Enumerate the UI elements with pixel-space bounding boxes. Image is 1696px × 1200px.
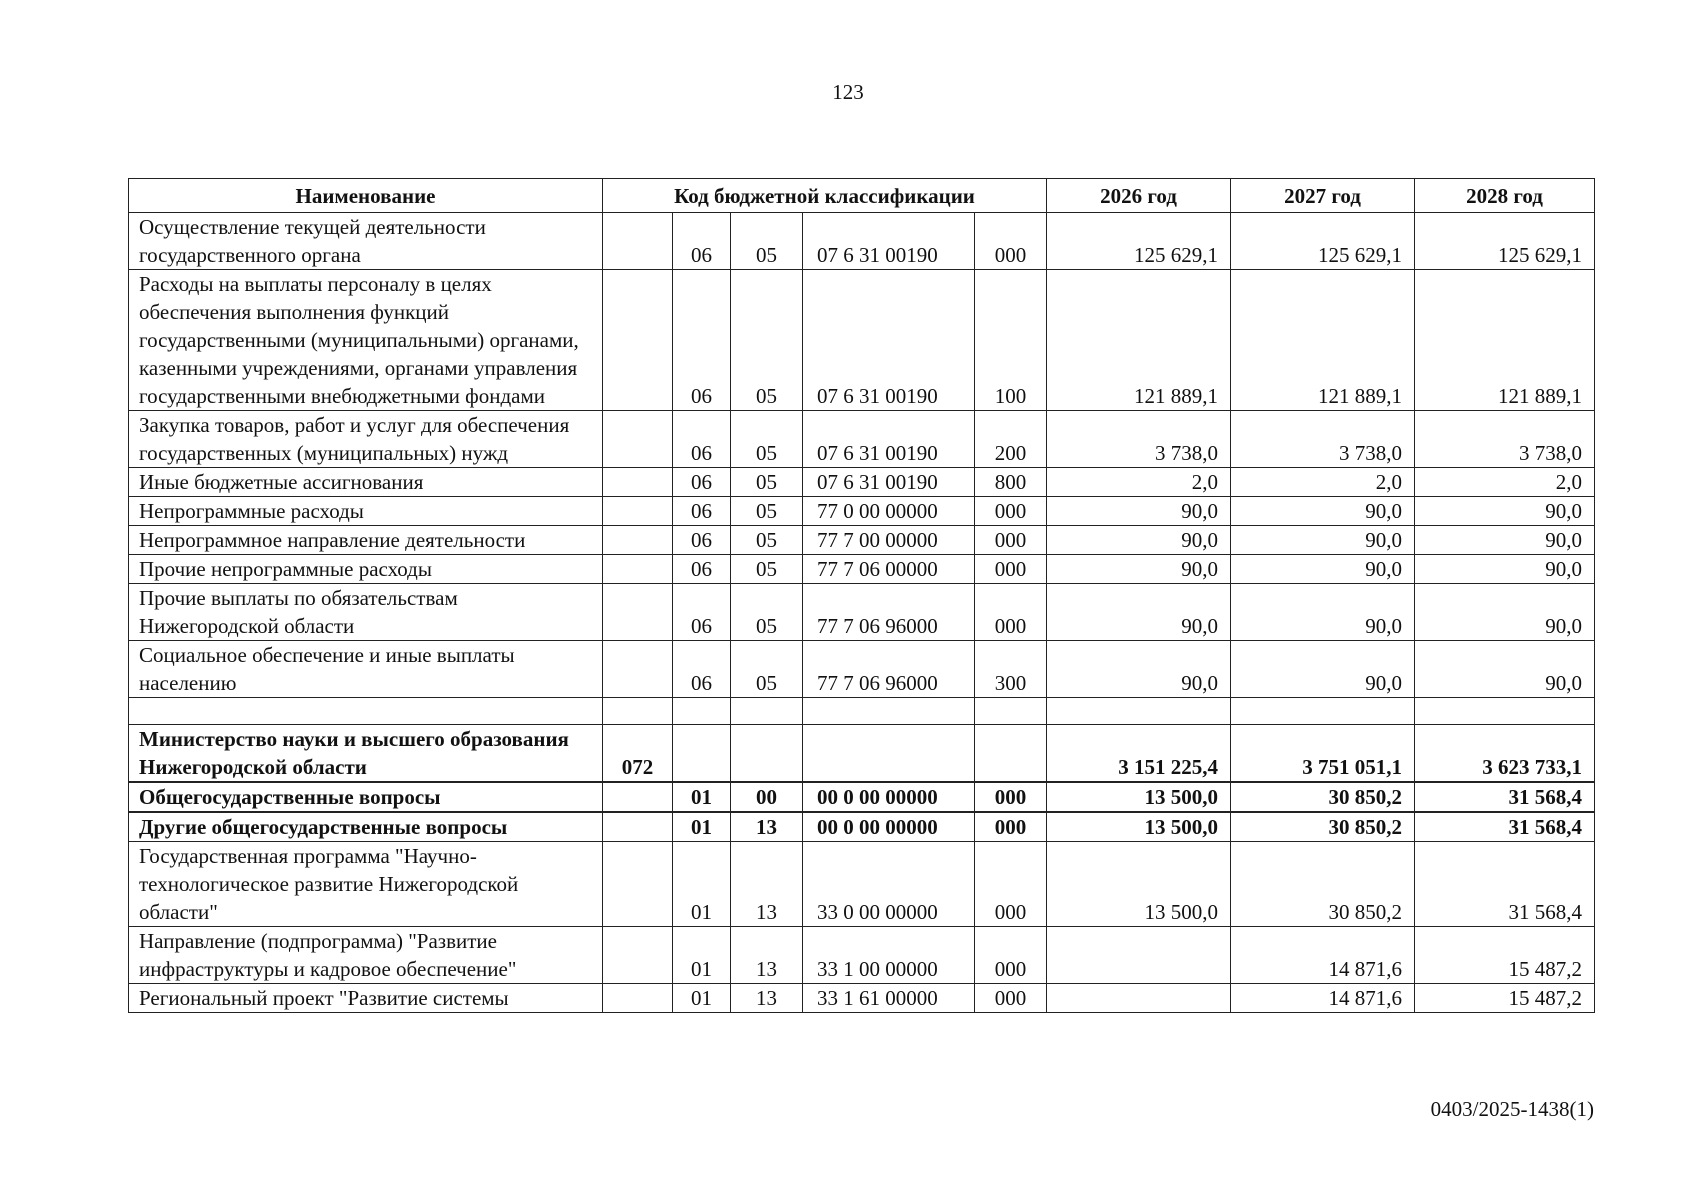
cell-section: 06	[673, 584, 731, 641]
cell-value-2027: 30 850,2	[1231, 782, 1415, 812]
cell-value-2027	[1231, 698, 1415, 725]
cell-ved	[603, 698, 673, 725]
cell-value-2027: 3 738,0	[1231, 411, 1415, 468]
cell-value-2028: 31 568,4	[1415, 842, 1595, 927]
header-code: Код бюджетной классификации	[603, 179, 1047, 213]
cell-subsection	[731, 725, 803, 783]
header-name: Наименование	[129, 179, 603, 213]
cell-ved	[603, 812, 673, 842]
cell-subsection: 05	[731, 213, 803, 270]
table-row	[129, 927, 1595, 984]
cell-value-2026: 13 500,0	[1047, 842, 1231, 927]
cell-subsection	[731, 698, 803, 725]
cell-value-2027: 125 629,1	[1231, 213, 1415, 270]
cell-section: 06	[673, 213, 731, 270]
cell-ved	[603, 927, 673, 984]
cell-target-article: 77 7 06 96000	[803, 641, 975, 698]
cell-section: 01	[673, 812, 731, 842]
cell-value-2027: 121 889,1	[1231, 270, 1415, 411]
document-code: 0403/2025-1438(1)	[1430, 1097, 1594, 1121]
cell-value-2028: 3 623 733,1	[1415, 725, 1595, 783]
table-row	[129, 555, 1595, 584]
table-row	[129, 213, 1595, 270]
table-row	[129, 641, 1595, 698]
cell-subsection: 05	[731, 584, 803, 641]
cell-value-2026: 13 500,0	[1047, 782, 1231, 812]
cell-subsection: 05	[731, 555, 803, 584]
cell-name: Направление (подпрограмма) "Развитие инфраструктуры и кадровое обеспечение"	[129, 927, 603, 984]
cell-value-2028	[1415, 698, 1595, 725]
cell-name: Непрограммные расходы	[129, 497, 603, 526]
cell-value-2026	[1047, 698, 1231, 725]
cell-section: 06	[673, 526, 731, 555]
cell-value-2028: 90,0	[1415, 641, 1595, 698]
cell-value-2027: 90,0	[1231, 584, 1415, 641]
cell-ved: 072	[603, 725, 673, 783]
table-row	[129, 984, 1595, 1013]
cell-value-2028: 15 487,2	[1415, 984, 1595, 1013]
cell-section: 06	[673, 497, 731, 526]
cell-section: 01	[673, 842, 731, 927]
cell-name: Расходы на выплаты персоналу в целях обеспечения выполнения функций государственными (муниципальными) органами, казенными учреждениями, органами управления государственными внебюджетными фондами	[129, 270, 603, 411]
cell-name: Непрограммное направление деятельности	[129, 526, 603, 555]
cell-section: 06	[673, 641, 731, 698]
cell-expense-type: 000	[975, 782, 1047, 812]
cell-expense-type	[975, 698, 1047, 725]
cell-expense-type: 000	[975, 927, 1047, 984]
cell-value-2027: 30 850,2	[1231, 812, 1415, 842]
cell-name: Прочие выплаты по обязательствам Нижегородской области	[129, 584, 603, 641]
cell-target-article: 77 7 06 96000	[803, 584, 975, 641]
cell-value-2026: 3 738,0	[1047, 411, 1231, 468]
table-row	[129, 725, 1595, 783]
table-row	[129, 584, 1595, 641]
cell-expense-type: 000	[975, 555, 1047, 584]
header-2027: 2027 год	[1231, 179, 1415, 213]
cell-target-article: 33 0 00 00000	[803, 842, 975, 927]
cell-target-article: 77 0 00 00000	[803, 497, 975, 526]
cell-value-2028: 121 889,1	[1415, 270, 1595, 411]
cell-expense-type: 100	[975, 270, 1047, 411]
spacer-row	[129, 698, 1595, 725]
table-row	[129, 812, 1595, 842]
cell-value-2026: 90,0	[1047, 526, 1231, 555]
cell-target-article: 00 0 00 00000	[803, 782, 975, 812]
cell-value-2026: 90,0	[1047, 497, 1231, 526]
cell-subsection: 05	[731, 270, 803, 411]
cell-target-article: 77 7 00 00000	[803, 526, 975, 555]
cell-value-2027: 90,0	[1231, 555, 1415, 584]
cell-value-2028: 90,0	[1415, 497, 1595, 526]
table-row	[129, 782, 1595, 812]
cell-value-2026: 3 151 225,4	[1047, 725, 1231, 783]
cell-ved	[603, 555, 673, 584]
cell-expense-type: 000	[975, 812, 1047, 842]
cell-target-article: 07 6 31 00190	[803, 270, 975, 411]
cell-ved	[603, 411, 673, 468]
cell-ved	[603, 782, 673, 812]
cell-target-article	[803, 725, 975, 783]
cell-value-2028: 3 738,0	[1415, 411, 1595, 468]
header-2028: 2028 год	[1415, 179, 1595, 213]
cell-name: Социальное обеспечение и иные выплаты населению	[129, 641, 603, 698]
cell-subsection: 13	[731, 812, 803, 842]
cell-expense-type: 000	[975, 213, 1047, 270]
cell-value-2028: 125 629,1	[1415, 213, 1595, 270]
cell-value-2026: 2,0	[1047, 468, 1231, 497]
cell-expense-type: 000	[975, 497, 1047, 526]
cell-expense-type: 200	[975, 411, 1047, 468]
cell-subsection: 05	[731, 641, 803, 698]
cell-section: 06	[673, 411, 731, 468]
cell-value-2028: 15 487,2	[1415, 927, 1595, 984]
cell-target-article	[803, 698, 975, 725]
cell-value-2027: 90,0	[1231, 526, 1415, 555]
cell-section: 06	[673, 468, 731, 497]
table-row	[129, 842, 1595, 927]
cell-value-2028: 31 568,4	[1415, 812, 1595, 842]
cell-value-2026: 121 889,1	[1047, 270, 1231, 411]
cell-value-2026: 90,0	[1047, 584, 1231, 641]
cell-section: 06	[673, 555, 731, 584]
cell-ved	[603, 526, 673, 555]
cell-ved	[603, 641, 673, 698]
cell-expense-type: 300	[975, 641, 1047, 698]
cell-name: Государственная программа "Научно-технологическое развитие Нижегородской области"	[129, 842, 603, 927]
cell-section	[673, 698, 731, 725]
table-header-row	[129, 179, 1595, 213]
cell-subsection: 13	[731, 927, 803, 984]
cell-subsection: 05	[731, 526, 803, 555]
cell-name: Общегосударственные вопросы	[129, 782, 603, 812]
cell-expense-type: 800	[975, 468, 1047, 497]
cell-value-2027: 2,0	[1231, 468, 1415, 497]
cell-name: Региональный проект "Развитие системы	[129, 984, 603, 1013]
cell-expense-type: 000	[975, 842, 1047, 927]
cell-value-2026: 13 500,0	[1047, 812, 1231, 842]
cell-name: Прочие непрограммные расходы	[129, 555, 603, 584]
cell-expense-type: 000	[975, 584, 1047, 641]
page-number: 123	[832, 80, 864, 104]
cell-value-2027: 90,0	[1231, 497, 1415, 526]
cell-value-2028: 90,0	[1415, 526, 1595, 555]
cell-ved	[603, 584, 673, 641]
cell-name: Министерство науки и высшего образования Нижегородской области	[129, 725, 603, 783]
table-row	[129, 411, 1595, 468]
cell-name: Закупка товаров, работ и услуг для обеспечения государственных (муниципальных) нужд	[129, 411, 603, 468]
cell-name: Иные бюджетные ассигнования	[129, 468, 603, 497]
cell-target-article: 07 6 31 00190	[803, 411, 975, 468]
cell-ved	[603, 270, 673, 411]
cell-target-article: 77 7 06 00000	[803, 555, 975, 584]
cell-ved	[603, 842, 673, 927]
header-2026: 2026 год	[1047, 179, 1231, 213]
cell-subsection: 13	[731, 842, 803, 927]
cell-target-article: 00 0 00 00000	[803, 812, 975, 842]
cell-value-2027: 14 871,6	[1231, 927, 1415, 984]
budget-table	[128, 178, 1595, 1013]
cell-ved	[603, 497, 673, 526]
cell-name	[129, 698, 603, 725]
cell-value-2026: 90,0	[1047, 555, 1231, 584]
cell-ved	[603, 213, 673, 270]
cell-value-2028: 90,0	[1415, 584, 1595, 641]
cell-expense-type: 000	[975, 984, 1047, 1013]
cell-section: 01	[673, 782, 731, 812]
cell-subsection: 05	[731, 411, 803, 468]
cell-value-2026: 125 629,1	[1047, 213, 1231, 270]
table-row	[129, 497, 1595, 526]
cell-ved	[603, 468, 673, 497]
cell-name: Другие общегосударственные вопросы	[129, 812, 603, 842]
cell-target-article: 07 6 31 00190	[803, 468, 975, 497]
cell-value-2026: 90,0	[1047, 641, 1231, 698]
cell-section: 01	[673, 984, 731, 1013]
table-row	[129, 270, 1595, 411]
cell-expense-type: 000	[975, 526, 1047, 555]
cell-value-2026	[1047, 984, 1231, 1013]
cell-value-2028: 31 568,4	[1415, 782, 1595, 812]
cell-section	[673, 725, 731, 783]
cell-value-2028: 90,0	[1415, 555, 1595, 584]
cell-value-2026	[1047, 927, 1231, 984]
table-row	[129, 526, 1595, 555]
cell-ved	[603, 984, 673, 1013]
cell-value-2027: 14 871,6	[1231, 984, 1415, 1013]
cell-target-article: 33 1 61 00000	[803, 984, 975, 1013]
cell-name: Осуществление текущей деятельности государственного органа	[129, 213, 603, 270]
cell-value-2027: 30 850,2	[1231, 842, 1415, 927]
cell-subsection: 05	[731, 497, 803, 526]
cell-section: 06	[673, 270, 731, 411]
table-row	[129, 468, 1595, 497]
cell-expense-type	[975, 725, 1047, 783]
cell-target-article: 07 6 31 00190	[803, 213, 975, 270]
cell-subsection: 05	[731, 468, 803, 497]
cell-subsection: 13	[731, 984, 803, 1013]
cell-value-2028: 2,0	[1415, 468, 1595, 497]
cell-value-2027: 3 751 051,1	[1231, 725, 1415, 783]
cell-target-article: 33 1 00 00000	[803, 927, 975, 984]
cell-section: 01	[673, 927, 731, 984]
cell-subsection: 00	[731, 782, 803, 812]
table-body	[129, 213, 1595, 1013]
cell-value-2027: 90,0	[1231, 641, 1415, 698]
